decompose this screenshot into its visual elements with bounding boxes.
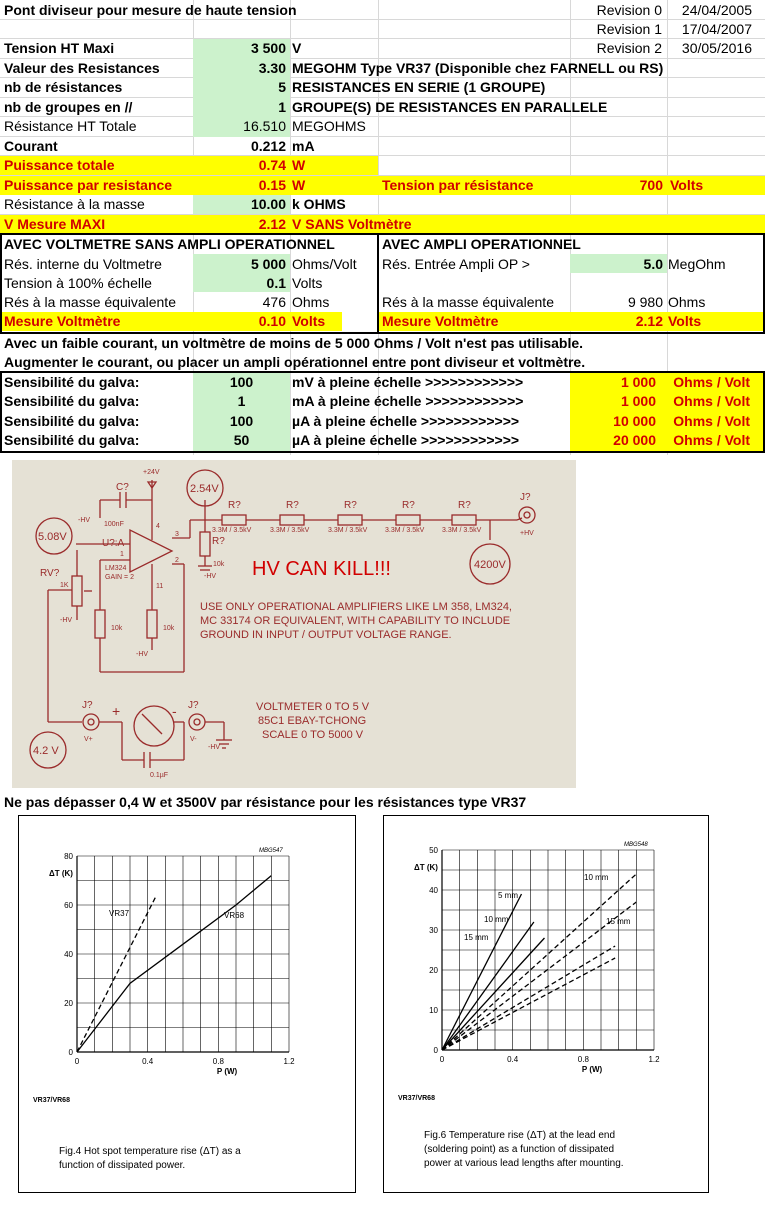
param-unit: Ohms — [292, 294, 330, 310]
chart-ytick-label: 30 — [429, 926, 438, 935]
galva-value-input[interactable]: 1 — [237, 393, 246, 409]
galva-unit: Ohms / Volt — [673, 374, 750, 390]
param-label: Valeur des Resistances — [4, 60, 160, 76]
chart-fig4-svg — [19, 816, 355, 1192]
chart-caption-code: VR37/VR68 — [33, 1097, 70, 1104]
revision-label: Revision 0 — [596, 2, 662, 18]
note-line: USE ONLY OPERATIONAL AMPLIFIERS LIKE LM 358, LM324, — [200, 601, 512, 613]
schematic-label: 4 — [156, 523, 160, 530]
revision-label: Revision 1 — [596, 21, 662, 37]
chart-xtick-label: 1.2 — [648, 1055, 660, 1064]
schematic-label: J? — [520, 492, 531, 503]
schematic-label: 11 — [156, 583, 164, 590]
note-line: Avec un faible courant, un voltmètre de moins de 5 000 Ohms / Volt n'est pas utilisable. — [4, 335, 584, 351]
schematic-label: R? — [228, 500, 241, 511]
note-line: MC 33174 OR EQUIVALENT, WITH CAPABILITY TO INCLUDE — [200, 615, 511, 627]
schematic-label: -HV — [78, 517, 91, 524]
param-value: 0.212 — [250, 138, 286, 154]
chart-series-line — [442, 894, 522, 1050]
schematic-label: +HV — [520, 530, 534, 537]
chart-xtick-label: 0.8 — [577, 1055, 589, 1064]
param-value: 700 — [639, 177, 663, 193]
chart-ytick-label: 10 — [429, 1006, 438, 1015]
param-value: 476 — [262, 294, 286, 310]
chart-fig6 — [383, 815, 709, 1193]
param-value: 0.74 — [258, 157, 286, 173]
param-value: 2.12 — [258, 216, 286, 232]
nb-series-input[interactable]: 5 — [278, 79, 286, 95]
schematic-label: GAIN = 2 — [105, 574, 134, 581]
galva-ohms: 10 000 — [613, 413, 656, 429]
chart-fig6-svg — [384, 816, 708, 1192]
param-value: 16.510 — [243, 118, 286, 134]
section-title: AVEC VOLTMETRE SANS AMPLI OPERATIONNEL — [4, 236, 335, 252]
param-label: Tension par résistance — [382, 177, 534, 193]
note-line: GROUND IN INPUT / OUTPUT VOLTAGE RANGE. — [200, 629, 452, 641]
schematic-label: 3.3M / 3.5kV — [328, 527, 368, 534]
chart-series-label: VR68 — [224, 911, 245, 920]
chart-title: power at various lead lengths after mounting. — [424, 1158, 624, 1169]
param-unit: W — [292, 157, 306, 173]
schematic-label: C? — [116, 482, 129, 493]
param-label: Rés. interne du Voltmetre — [4, 256, 162, 272]
schematic-label: J? — [188, 700, 199, 711]
schematic-label: 100nF — [104, 521, 124, 528]
param-label: V Mesure MAXI — [4, 216, 106, 232]
chart-ytick-label: 40 — [64, 950, 73, 959]
probe-label: 4200V — [474, 559, 506, 571]
minus-sign: - — [172, 703, 177, 719]
section-title: AVEC AMPLI OPERATIONNEL — [382, 236, 581, 252]
schematic-label: LM324 — [105, 565, 127, 572]
voltmeter-line: SCALE 0 TO 5000 V — [262, 729, 364, 741]
param-unit: MEGOHM Type VR37 (Disponible chez FARNELL ou RS) — [292, 60, 664, 76]
param-unit: V SANS Voltmètre — [292, 216, 412, 232]
chart-ytick-label: 0 — [433, 1046, 438, 1055]
revision-date: 30/05/2016 — [681, 40, 752, 56]
chart-ytick-label: 20 — [64, 999, 73, 1008]
param-unit: W — [292, 177, 306, 193]
schematic-label: V+ — [84, 736, 93, 743]
param-unit: RESISTANCES EN SERIE (1 GROUPE) — [292, 79, 546, 95]
schematic-label: -HV — [204, 573, 217, 580]
galva-label: Sensibilité du galva: — [4, 413, 140, 429]
galva-desc: µA à pleine échelle >>>>>>>>>>>> — [292, 432, 520, 448]
schematic-label: R? — [286, 500, 299, 511]
param-label: Puissance par resistance — [4, 177, 173, 193]
schematic-label: 1 — [120, 551, 124, 558]
galva-value-input[interactable]: 100 — [229, 374, 254, 390]
param-unit: k OHMS — [292, 196, 346, 212]
chart-title: (soldering point) as a function of dissipated — [424, 1144, 615, 1155]
schematic-label: 10k — [213, 561, 225, 568]
schematic-label: 3 — [175, 531, 179, 538]
param-label: Rés à la masse équivalente — [382, 294, 554, 310]
chart-caption-code: VR37/VR68 — [398, 1095, 435, 1102]
schematic-label: 10k — [163, 625, 175, 632]
param-label: Mesure Voltmètre — [4, 313, 121, 329]
param-label: Courant — [4, 138, 58, 154]
galva-ohms: 20 000 — [613, 432, 656, 448]
galva-unit: Ohms / Volt — [673, 413, 750, 429]
param-unit: GROUPE(S) DE RESISTANCES EN PARALLELE — [292, 99, 608, 115]
chart-ytick-label: 0 — [68, 1048, 73, 1057]
voltmeter-line: VOLTMETER 0 TO 5 V — [256, 701, 370, 713]
chart-xlabel: P (W) — [581, 1065, 603, 1074]
galva-desc: mV à pleine échelle >>>>>>>>>>>> — [292, 374, 524, 390]
param-value: 9 980 — [627, 294, 663, 310]
param-value: 0.10 — [258, 313, 286, 329]
nb-groups-input[interactable]: 1 — [278, 99, 286, 115]
schematic-label: 3.3M / 3.5kV — [442, 527, 482, 534]
param-unit: mA — [292, 138, 315, 154]
param-value: 2.12 — [635, 313, 663, 329]
param-label: Résistance HT Totale — [4, 118, 137, 134]
chart-series-label: 5 mm — [498, 891, 518, 900]
page-title: Pont diviseur pour mesure de haute tension — [4, 2, 297, 18]
footer-note: Ne pas dépasser 0,4 W et 3500V par résistance pour les résistances type VR37 — [4, 794, 527, 810]
chart-ytick-label: 40 — [429, 886, 438, 895]
resistance-value-input[interactable]: 3.30 — [258, 60, 286, 76]
chart-ylabel: ΔT (K) — [49, 869, 73, 878]
schematic-label: 3.3M / 3.5kV — [270, 527, 310, 534]
schematic-image — [12, 460, 576, 788]
chart-series-label: VR37 — [109, 909, 130, 918]
hv-warning: HV CAN KILL!!! — [252, 558, 391, 580]
chart-xtick-label: 0 — [439, 1055, 445, 1064]
galva-value-input[interactable]: 100 — [229, 413, 254, 429]
chart-title: Fig.4 Hot spot temperature rise (ΔT) as a — [59, 1146, 241, 1157]
probe-label: 4.2 V — [33, 745, 59, 757]
param-value: 0.15 — [258, 177, 286, 193]
probe-label: 5.08V — [38, 531, 67, 543]
schematic-label: J? — [82, 700, 93, 711]
chart-code: MBG547 — [259, 848, 283, 854]
chart-xtick-label: 1.2 — [283, 1057, 295, 1066]
schematic-label: -HV — [208, 744, 221, 751]
galva-ohms: 1 000 — [620, 374, 656, 390]
galva-label: Sensibilité du galva: — [4, 374, 140, 390]
galva-ohms: 1 000 — [620, 393, 656, 409]
schematic-label: 10k — [111, 625, 123, 632]
param-unit: Volts — [670, 177, 704, 193]
galva-label: Sensibilité du galva: — [4, 432, 140, 448]
schematic-label: R? — [344, 500, 357, 511]
param-label: Tension à 100% échelle — [4, 275, 152, 291]
param-label: Rés à la masse équivalente — [4, 294, 176, 310]
chart-xtick-label: 0.4 — [142, 1057, 154, 1066]
param-unit: Volts — [668, 313, 702, 329]
schematic-label: +24V — [143, 469, 160, 476]
schematic-label: -HV — [60, 617, 73, 624]
param-label: Mesure Voltmètre — [382, 313, 499, 329]
schematic-label: 1K — [60, 582, 69, 589]
param-label: Puissance totale — [4, 157, 115, 173]
galva-desc: µA à pleine échelle >>>>>>>>>>>> — [292, 413, 520, 429]
chart-series-label: 15 mm — [464, 933, 489, 942]
chart-ytick-label: 60 — [64, 901, 73, 910]
galva-unit: Ohms / Volt — [673, 432, 750, 448]
schematic-label: R? — [402, 500, 415, 511]
revision-date: 24/04/2005 — [681, 2, 752, 18]
voltmeter-resistance-input[interactable]: 5 000 — [250, 256, 286, 272]
param-label: Rés. Entrée Ampli OP > — [382, 256, 530, 272]
param-label: Résistance à la masse — [4, 196, 145, 212]
chart-ylabel: ΔT (K) — [414, 863, 438, 872]
schematic-label: V- — [190, 736, 197, 743]
galva-label: Sensibilité du galva: — [4, 393, 140, 409]
schematic-drawing — [12, 460, 576, 788]
schematic-label: 0.1µF — [150, 772, 169, 779]
param-unit: Ohms — [668, 294, 706, 310]
param-unit: V — [292, 40, 302, 56]
param-label: nb de groupes en // — [4, 99, 133, 115]
param-label: Tension HT Maxi — [4, 40, 115, 56]
note-line: Augmenter le courant, ou placer un ampli opérationnel entre pont diviseur et voltmètre. — [4, 354, 586, 370]
schematic-label: 3.3M / 3.5kV — [212, 527, 252, 534]
chart-code: MBG548 — [624, 842, 648, 848]
schematic-label: U?:A — [102, 538, 125, 549]
param-label: nb de résistances — [4, 79, 123, 95]
galva-unit: Ohms / Volt — [673, 393, 750, 409]
param-unit: MEGOHMS — [292, 118, 366, 134]
schematic-label: 3.3M / 3.5kV — [385, 527, 425, 534]
chart-xlabel: P (W) — [216, 1067, 238, 1076]
chart-series-label: 10 mm — [484, 915, 509, 924]
tension-ht-input[interactable]: 3 500 — [250, 40, 286, 56]
chart-xtick-label: 0.4 — [507, 1055, 519, 1064]
fullscale-voltage-input[interactable]: 0.1 — [266, 275, 286, 291]
ground-resistance-input[interactable]: 10.00 — [250, 196, 286, 212]
chart-series-label: 15 mm — [606, 917, 631, 926]
opamp-input-resistance-input[interactable]: 5.0 — [643, 256, 663, 272]
schematic-label: R? — [458, 500, 471, 511]
chart-series-line — [77, 895, 157, 1052]
chart-series-label: 10 mm — [584, 873, 609, 882]
chart-xtick-label: 0 — [74, 1057, 80, 1066]
param-unit: Volts — [292, 313, 326, 329]
probe-label: 2.54V — [190, 483, 219, 495]
schematic-label: R? — [212, 536, 225, 547]
revision-label: Revision 2 — [596, 40, 662, 56]
chart-series-line — [442, 938, 544, 1050]
voltmeter-line: 85C1 EBAY-TCHONG — [258, 715, 367, 727]
param-unit: Ohms/Volt — [292, 256, 357, 272]
param-unit: MegOhm — [668, 256, 726, 272]
galva-value-input[interactable]: 50 — [233, 432, 250, 448]
chart-ytick-label: 80 — [64, 852, 73, 861]
schematic-label: 2 — [175, 557, 179, 564]
plus-sign: + — [112, 703, 121, 719]
schematic-label: RV? — [40, 568, 60, 579]
schematic-label: -HV — [136, 651, 149, 658]
chart-series-line — [77, 876, 271, 1052]
param-unit: Volts — [292, 275, 323, 291]
chart-xtick-label: 0.8 — [212, 1057, 224, 1066]
chart-ytick-label: 20 — [429, 966, 438, 975]
chart-title: function of dissipated power. — [59, 1160, 186, 1171]
revision-date: 17/04/2007 — [681, 21, 752, 37]
chart-ytick-label: 50 — [429, 846, 438, 855]
chart-title: Fig.6 Temperature rise (ΔT) at the lead end — [424, 1130, 616, 1141]
chart-fig4 — [18, 815, 356, 1193]
galva-desc: mA à pleine échelle >>>>>>>>>>>> — [292, 393, 524, 409]
